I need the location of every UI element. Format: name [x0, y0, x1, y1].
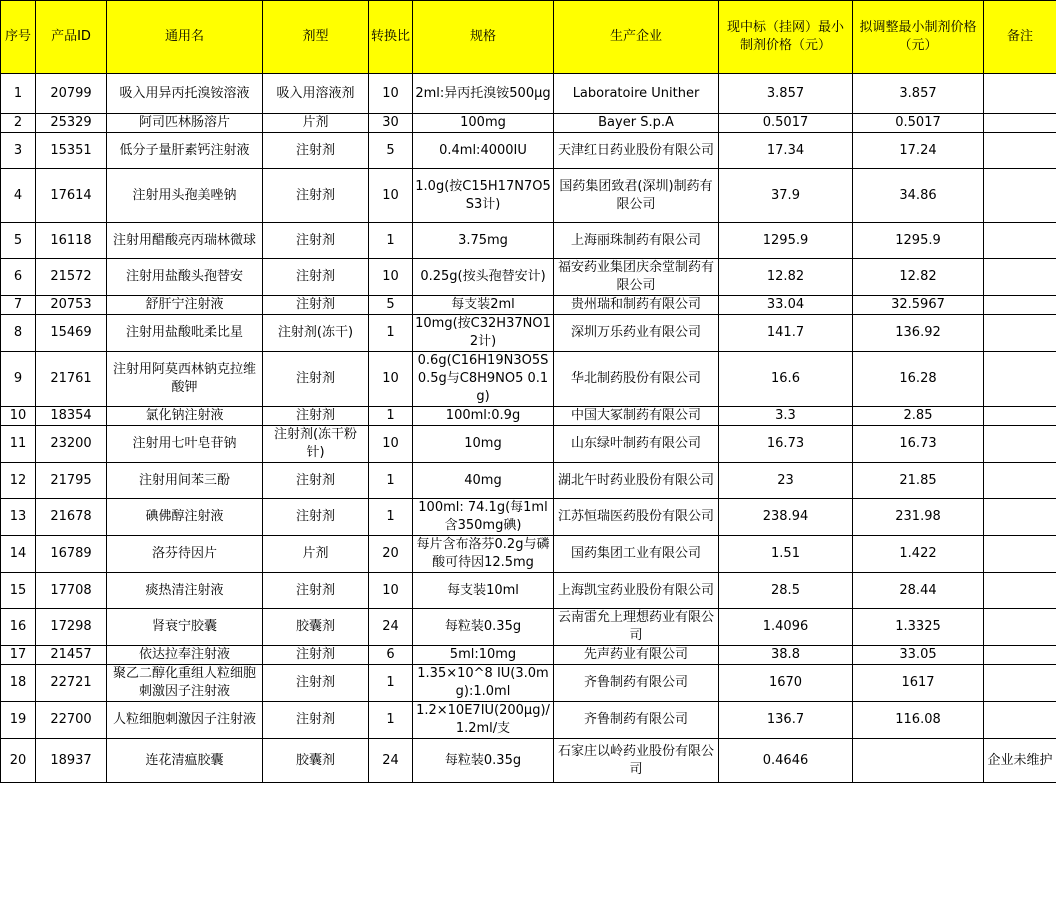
table-cell: 人粒细胞刺激因子注射液 [107, 702, 263, 739]
table-cell: 1.0g(按C15H17N7O5S3计) [413, 169, 554, 223]
table-cell: 12 [1, 463, 36, 499]
table-row [1, 74, 1056, 114]
table-cell: 舒肝宁注射液 [107, 296, 263, 315]
table-row [1, 702, 1056, 739]
table-cell: 注射剂 [263, 463, 369, 499]
header-cell: 规格 [413, 1, 554, 74]
table-cell: 28.44 [853, 573, 984, 609]
table-cell: 注射剂 [263, 702, 369, 739]
table-cell [984, 315, 1056, 352]
table-cell [984, 74, 1056, 114]
table-cell: 40mg [413, 463, 554, 499]
table-cell: 4 [1, 169, 36, 223]
table-cell: 3.3 [719, 407, 853, 426]
header-cell: 生产企业 [554, 1, 719, 74]
table-cell [984, 352, 1056, 407]
table-cell: 116.08 [853, 702, 984, 739]
table-row [1, 407, 1056, 426]
table-cell: 吸入用异丙托溴铵溶液 [107, 74, 263, 114]
table-row [1, 609, 1056, 646]
table-cell: 每支装2ml [413, 296, 554, 315]
table-row [1, 352, 1056, 407]
table-cell: 37.9 [719, 169, 853, 223]
table-cell: 14 [1, 536, 36, 573]
table-row [1, 296, 1056, 315]
table-cell: 100ml: 74.1g(每1ml含350mg碘) [413, 499, 554, 536]
table-cell: 3.75mg [413, 223, 554, 259]
table-cell [984, 426, 1056, 463]
table-cell: 氯化钠注射液 [107, 407, 263, 426]
table-cell: 注射剂 [263, 223, 369, 259]
table-cell: 3 [1, 133, 36, 169]
table-cell: 21795 [36, 463, 107, 499]
table-row [1, 499, 1056, 536]
header-cell: 备注 [984, 1, 1056, 74]
table-cell: 17614 [36, 169, 107, 223]
table-cell: 13 [1, 499, 36, 536]
table-cell: 100ml:0.9g [413, 407, 554, 426]
table-cell: 低分子量肝素钙注射液 [107, 133, 263, 169]
table-cell: 注射剂 [263, 665, 369, 702]
table-cell: 贵州瑞和制药有限公司 [554, 296, 719, 315]
table-cell: 每支装10ml [413, 573, 554, 609]
table-cell: 100mg [413, 114, 554, 133]
table-cell: 1.51 [719, 536, 853, 573]
table-cell: 1670 [719, 665, 853, 702]
table-cell: 16789 [36, 536, 107, 573]
table-cell: 3.857 [719, 74, 853, 114]
table-row [1, 739, 1056, 783]
table-cell: 企业未维护 [984, 739, 1056, 783]
table-cell: 21457 [36, 646, 107, 665]
table-cell: 阿司匹林肠溶片 [107, 114, 263, 133]
table-cell: 10mg(按C32H37NO12计) [413, 315, 554, 352]
table-cell: 0.4ml:4000IU [413, 133, 554, 169]
table-cell: 33.04 [719, 296, 853, 315]
table-cell: 16.28 [853, 352, 984, 407]
table-cell: 17.34 [719, 133, 853, 169]
table-row [1, 223, 1056, 259]
table-cell [984, 463, 1056, 499]
table-cell: 注射剂 [263, 296, 369, 315]
table-cell: 福安药业集团庆余堂制药有限公司 [554, 259, 719, 296]
table-cell: 注射剂 [263, 133, 369, 169]
table-cell: 1 [369, 223, 413, 259]
table-cell: 23200 [36, 426, 107, 463]
table-cell: 10 [369, 573, 413, 609]
table-cell: 238.94 [719, 499, 853, 536]
table-cell: 17708 [36, 573, 107, 609]
table-cell: 16 [1, 609, 36, 646]
table-cell [984, 702, 1056, 739]
table-cell: 9 [1, 352, 36, 407]
table-cell [984, 407, 1056, 426]
table-cell: 21.85 [853, 463, 984, 499]
table-cell: 0.5017 [853, 114, 984, 133]
table-cell: 18 [1, 665, 36, 702]
table-cell: 注射用盐酸吡柔比星 [107, 315, 263, 352]
table-cell [984, 114, 1056, 133]
table-cell: 1295.9 [853, 223, 984, 259]
table-cell: 注射用盐酸头孢替安 [107, 259, 263, 296]
table-cell: 10 [369, 352, 413, 407]
table-cell: 6 [1, 259, 36, 296]
table-cell: 17.24 [853, 133, 984, 169]
table-cell: 每粒装0.35g [413, 609, 554, 646]
table-cell: 7 [1, 296, 36, 315]
table-row [1, 426, 1056, 463]
table-cell: 30 [369, 114, 413, 133]
table-cell [984, 133, 1056, 169]
header-cell: 转换比 [369, 1, 413, 74]
table-cell: 碘佛醇注射液 [107, 499, 263, 536]
table-row [1, 114, 1056, 133]
table-cell: 12.82 [853, 259, 984, 296]
table-cell: 6 [369, 646, 413, 665]
table-cell: 15 [1, 573, 36, 609]
table-cell: 18354 [36, 407, 107, 426]
table-cell: 5 [369, 133, 413, 169]
table-cell: 注射用七叶皂苷钠 [107, 426, 263, 463]
table-cell: 1.35×10^8 IU(3.0mg):1.0ml [413, 665, 554, 702]
table-cell: 136.92 [853, 315, 984, 352]
table-cell: 0.4646 [719, 739, 853, 783]
table-cell: 1617 [853, 665, 984, 702]
table-cell: 吸入用溶液剂 [263, 74, 369, 114]
table-cell: 0.5017 [719, 114, 853, 133]
table-cell: 19 [1, 702, 36, 739]
table-cell: 15469 [36, 315, 107, 352]
table-cell: 2 [1, 114, 36, 133]
table-cell: 1 [369, 463, 413, 499]
table-row [1, 463, 1056, 499]
table-row [1, 133, 1056, 169]
table-cell: 0.25g(按头孢替安计) [413, 259, 554, 296]
table-cell: 16.6 [719, 352, 853, 407]
table-cell: 云南雷允上理想药业有限公司 [554, 609, 719, 646]
table-cell: 齐鲁制药有限公司 [554, 702, 719, 739]
table-cell: 21572 [36, 259, 107, 296]
table-cell [984, 259, 1056, 296]
table-cell [984, 223, 1056, 259]
table-cell: 1 [1, 74, 36, 114]
table-cell: 20799 [36, 74, 107, 114]
table-cell: 依达拉奉注射液 [107, 646, 263, 665]
table-cell: 17298 [36, 609, 107, 646]
table-cell: 胶囊剂 [263, 609, 369, 646]
table-cell: 2ml:异丙托溴铵500μg [413, 74, 554, 114]
table-cell: 10 [1, 407, 36, 426]
header-cell: 拟调整最小制剂价格（元） [853, 1, 984, 74]
table-cell: 10 [369, 74, 413, 114]
table-cell: 141.7 [719, 315, 853, 352]
header-cell: 通用名 [107, 1, 263, 74]
table-cell: 1295.9 [719, 223, 853, 259]
table-cell: 25329 [36, 114, 107, 133]
table-body [1, 74, 1056, 783]
table-cell: 22700 [36, 702, 107, 739]
table-cell: 注射剂 [263, 352, 369, 407]
table-cell: 1.2×10E7IU(200μg)/1.2ml/支 [413, 702, 554, 739]
table-cell: 注射剂 [263, 499, 369, 536]
table-cell: 20 [1, 739, 36, 783]
table-cell: 21678 [36, 499, 107, 536]
table-cell: 5 [1, 223, 36, 259]
table-cell: 1.3325 [853, 609, 984, 646]
table-cell: 32.5967 [853, 296, 984, 315]
table-cell [984, 169, 1056, 223]
table-cell: 江苏恒瑞医药股份有限公司 [554, 499, 719, 536]
table-cell: 0.6g(C16H19N3O5S 0.5g与C8H9NO5 0.1g) [413, 352, 554, 407]
table-cell: 10 [369, 169, 413, 223]
table-cell: 10 [369, 426, 413, 463]
table-cell [984, 609, 1056, 646]
table-cell: 片剂 [263, 114, 369, 133]
table-cell [984, 573, 1056, 609]
table-cell: 23 [719, 463, 853, 499]
table-cell: 每粒装0.35g [413, 739, 554, 783]
table-cell: 5ml:10mg [413, 646, 554, 665]
table-row [1, 646, 1056, 665]
table-cell: 注射剂 [263, 573, 369, 609]
table-cell: 20753 [36, 296, 107, 315]
table-cell: 24 [369, 609, 413, 646]
table-row [1, 259, 1056, 296]
table-row [1, 573, 1056, 609]
table-cell: 21761 [36, 352, 107, 407]
table-cell: 石家庄以岭药业股份有限公司 [554, 739, 719, 783]
table-cell [853, 739, 984, 783]
table-cell: 注射剂(冻干粉针) [263, 426, 369, 463]
table-row [1, 536, 1056, 573]
table-row [1, 169, 1056, 223]
table-cell: 山东绿叶制药有限公司 [554, 426, 719, 463]
table-cell: 12.82 [719, 259, 853, 296]
header-cell: 现中标（挂网）最小制剂价格（元） [719, 1, 853, 74]
table-cell: 20 [369, 536, 413, 573]
table-cell: Bayer S.p.A [554, 114, 719, 133]
table-cell: 5 [369, 296, 413, 315]
table-cell: 聚乙二醇化重组人粒细胞刺激因子注射液 [107, 665, 263, 702]
table-cell: 16.73 [719, 426, 853, 463]
table-cell: 连花清瘟胶囊 [107, 739, 263, 783]
table-cell: 每片含布洛芬0.2g与磷酸可待因12.5mg [413, 536, 554, 573]
table-cell: 华北制药股份有限公司 [554, 352, 719, 407]
table-cell: 上海凯宝药业股份有限公司 [554, 573, 719, 609]
table-cell: 国药集团致君(深圳)制药有限公司 [554, 169, 719, 223]
table-cell [984, 536, 1056, 573]
table-cell: 18937 [36, 739, 107, 783]
table-cell: 洛芬待因片 [107, 536, 263, 573]
table-cell: 肾衰宁胶囊 [107, 609, 263, 646]
header-cell: 产品ID [36, 1, 107, 74]
table-cell: 11 [1, 426, 36, 463]
table-cell: 1 [369, 407, 413, 426]
table-cell: 1 [369, 702, 413, 739]
table-cell: 注射剂 [263, 407, 369, 426]
table-cell: 1.4096 [719, 609, 853, 646]
table-cell: 上海丽珠制药有限公司 [554, 223, 719, 259]
table-cell: 片剂 [263, 536, 369, 573]
table-cell: 齐鲁制药有限公司 [554, 665, 719, 702]
table-cell: 天津红日药业股份有限公司 [554, 133, 719, 169]
table-cell: 22721 [36, 665, 107, 702]
table-cell: 16118 [36, 223, 107, 259]
table-cell: 注射剂(冻干) [263, 315, 369, 352]
table-cell: 痰热清注射液 [107, 573, 263, 609]
table-cell: 33.05 [853, 646, 984, 665]
table-row [1, 665, 1056, 702]
table-cell: 1 [369, 499, 413, 536]
table-cell [984, 296, 1056, 315]
table-cell: 注射剂 [263, 259, 369, 296]
table-cell: 2.85 [853, 407, 984, 426]
table-cell: 中国大冢制药有限公司 [554, 407, 719, 426]
table-cell: 231.98 [853, 499, 984, 536]
table-cell: 3.857 [853, 74, 984, 114]
table-cell: 10 [369, 259, 413, 296]
table-cell: 34.86 [853, 169, 984, 223]
table-cell: 10mg [413, 426, 554, 463]
table-cell [984, 499, 1056, 536]
table-cell: 注射剂 [263, 646, 369, 665]
table-cell: 1 [369, 665, 413, 702]
table-cell: 15351 [36, 133, 107, 169]
table-cell: 先声药业有限公司 [554, 646, 719, 665]
table-cell: 136.7 [719, 702, 853, 739]
table-cell: 8 [1, 315, 36, 352]
header-cell: 序号 [1, 1, 36, 74]
table-cell: 胶囊剂 [263, 739, 369, 783]
table-cell: 注射用间苯三酚 [107, 463, 263, 499]
header-cell: 剂型 [263, 1, 369, 74]
table-cell: 注射用醋酸亮丙瑞林微球 [107, 223, 263, 259]
table-cell: 注射剂 [263, 169, 369, 223]
table-cell [984, 665, 1056, 702]
table-cell: 注射用阿莫西林钠克拉维酸钾 [107, 352, 263, 407]
table-cell: 1 [369, 315, 413, 352]
table-cell: 28.5 [719, 573, 853, 609]
table-row [1, 315, 1056, 352]
table-cell: 国药集团工业有限公司 [554, 536, 719, 573]
table-cell: 38.8 [719, 646, 853, 665]
table-cell: 17 [1, 646, 36, 665]
table-cell: 注射用头孢美唑钠 [107, 169, 263, 223]
table-cell: 深圳万乐药业有限公司 [554, 315, 719, 352]
header-row [1, 1, 1056, 74]
table-cell: 16.73 [853, 426, 984, 463]
table-cell [984, 646, 1056, 665]
table-cell: 1.422 [853, 536, 984, 573]
table-cell: Laboratoire Unither [554, 74, 719, 114]
table-cell: 24 [369, 739, 413, 783]
table-cell: 湖北午时药业股份有限公司 [554, 463, 719, 499]
